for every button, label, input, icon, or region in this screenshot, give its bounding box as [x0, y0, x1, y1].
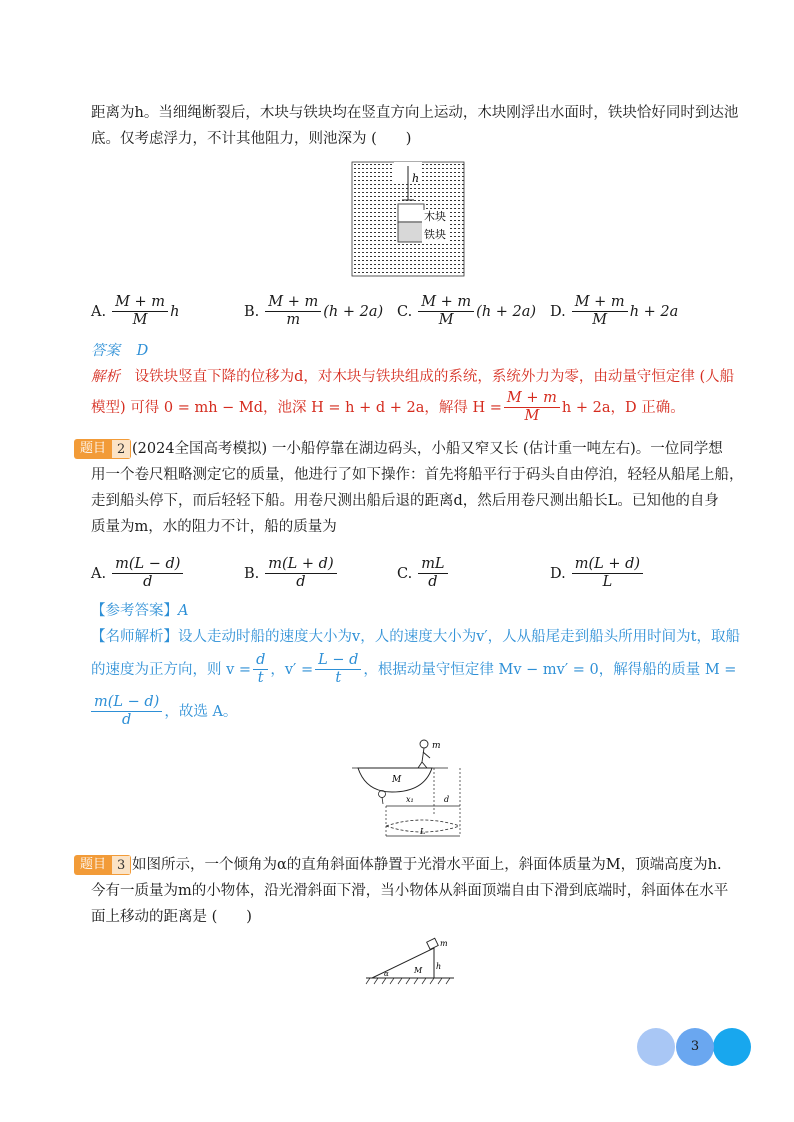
q2-ref-answer: 【参考答案】A [91, 603, 189, 619]
q1-answer: 答案 D [91, 343, 149, 359]
intro-line-1: 距离为h。当细绳断裂后，木块与铁块均在竖直方向上运动，木块刚浮出水面时，铁块恰好同时到达池 [91, 105, 739, 121]
intro-line-2: 底。仅考虑浮力，不计其他阻力，则池深为 ( ) [91, 131, 412, 147]
pool-figure [350, 160, 472, 278]
incline-body [372, 948, 434, 978]
q2-option-a[interactable]: A. $\frac{m(L - d)}{d}$ [91, 556, 185, 591]
q2-teacher-line-3: $\frac{m(L - d)}{d}$ ，故选 A。 [91, 694, 237, 729]
page-dot-left [637, 1028, 675, 1066]
q3-line-3: 面上移动的距离是 ( ) [91, 909, 252, 925]
q2-teacher-line-2: 的速度为正方向，则 v = $\frac{d}{t}$ ，v′ = $\frac{L - d}{t}$ ，根据动量守恒定律 Mv − mv′ = 0，解得船的质量 M = [91, 652, 737, 686]
q3-line-1: 如图所示，一个倾角为α的直角斜面体静置于光滑水平面上，斜面体质量为M，顶端高度为h. [132, 857, 722, 873]
iron-block [398, 222, 424, 242]
wood-block [398, 204, 424, 222]
label-m3: m [440, 939, 448, 948]
label-L: L [420, 827, 426, 836]
q3-badge: 题目 3 [74, 855, 131, 875]
q2-line-1: (2024全国高考模拟) 一小船停靠在湖边码头，小船又窄又长 (估计重一吨左右)。一位同学想 [132, 441, 723, 457]
q2-teacher-line-1: 【名师解析】设人走动时船的速度大小为v，人的速度大小为v′，人从船尾走到船头所用时间为t，取船 [91, 629, 740, 645]
label-d: d [444, 795, 450, 804]
q1-option-d[interactable]: D. $\frac{M + m}{M}$ h + 2a [550, 294, 679, 328]
label-x1: x₁ [406, 795, 414, 804]
small-block [427, 938, 439, 949]
person-on-boat [420, 740, 428, 748]
q2-badge: 题目 2 [74, 439, 131, 459]
q2-option-c[interactable]: C. $\frac{mL}{d}$ [397, 556, 450, 591]
q3-line-2: 今有一质量为m的小物体，沿光滑斜面下滑，当小物体从斜面顶端自由下滑到底端时，斜面体在水平 [91, 883, 729, 899]
q2-line-3: 走到船头停下，而后轻轻下船。用卷尺测出船后退的距离d，然后用卷尺测出船长L。已知他的自身 [91, 493, 719, 509]
q1-option-c[interactable]: C. $\frac{M + m}{M}$ (h + 2a) [397, 294, 537, 328]
label-m: m [432, 741, 441, 751]
page-number: 3 [676, 1028, 714, 1066]
boat-figure [352, 734, 484, 842]
q1-option-a[interactable]: A. $\frac{M + m}{M}$ h [91, 294, 180, 328]
q1-option-b[interactable]: B. $\frac{M + m}{m}$ (h + 2a) [244, 294, 384, 328]
q1-analysis-line-2: 模型) 可得 0 = mh − Md，池深 H = h + d + 2a，解得 H = $\frac{M + m}{M}$ h + 2a，D 正确。 [91, 390, 685, 424]
label-h3: h [436, 962, 442, 971]
q2-line-4: 质量为m，水的阻力不计，船的质量为 [91, 519, 337, 535]
label-M: M [392, 775, 402, 785]
incline-figure [364, 936, 456, 988]
q1-analysis-line-1: 解析 设铁块竖直下降的位移为d，对木块与铁块组成的系统，系统外力为零，由动量守恒定律 (人船 [91, 369, 735, 385]
label-wood: 木块 [424, 210, 446, 223]
label-iron: 铁块 [424, 228, 446, 241]
person-shore [379, 791, 386, 798]
q2-line-2: 用一个卷尺粗略测定它的质量，他进行了如下操作：首先将船平行于码头自由停泊，轻轻从船尾上船， [91, 467, 744, 483]
q2-option-b[interactable]: B. $\frac{m(L + d)}{d}$ [244, 556, 339, 591]
label-h: h [412, 172, 420, 185]
q2-option-d[interactable]: D. $\frac{m(L + d)}{L}$ [550, 556, 645, 591]
label-alpha: α [384, 970, 389, 978]
page-dot-right [713, 1028, 751, 1066]
label-M3: M [414, 966, 423, 975]
